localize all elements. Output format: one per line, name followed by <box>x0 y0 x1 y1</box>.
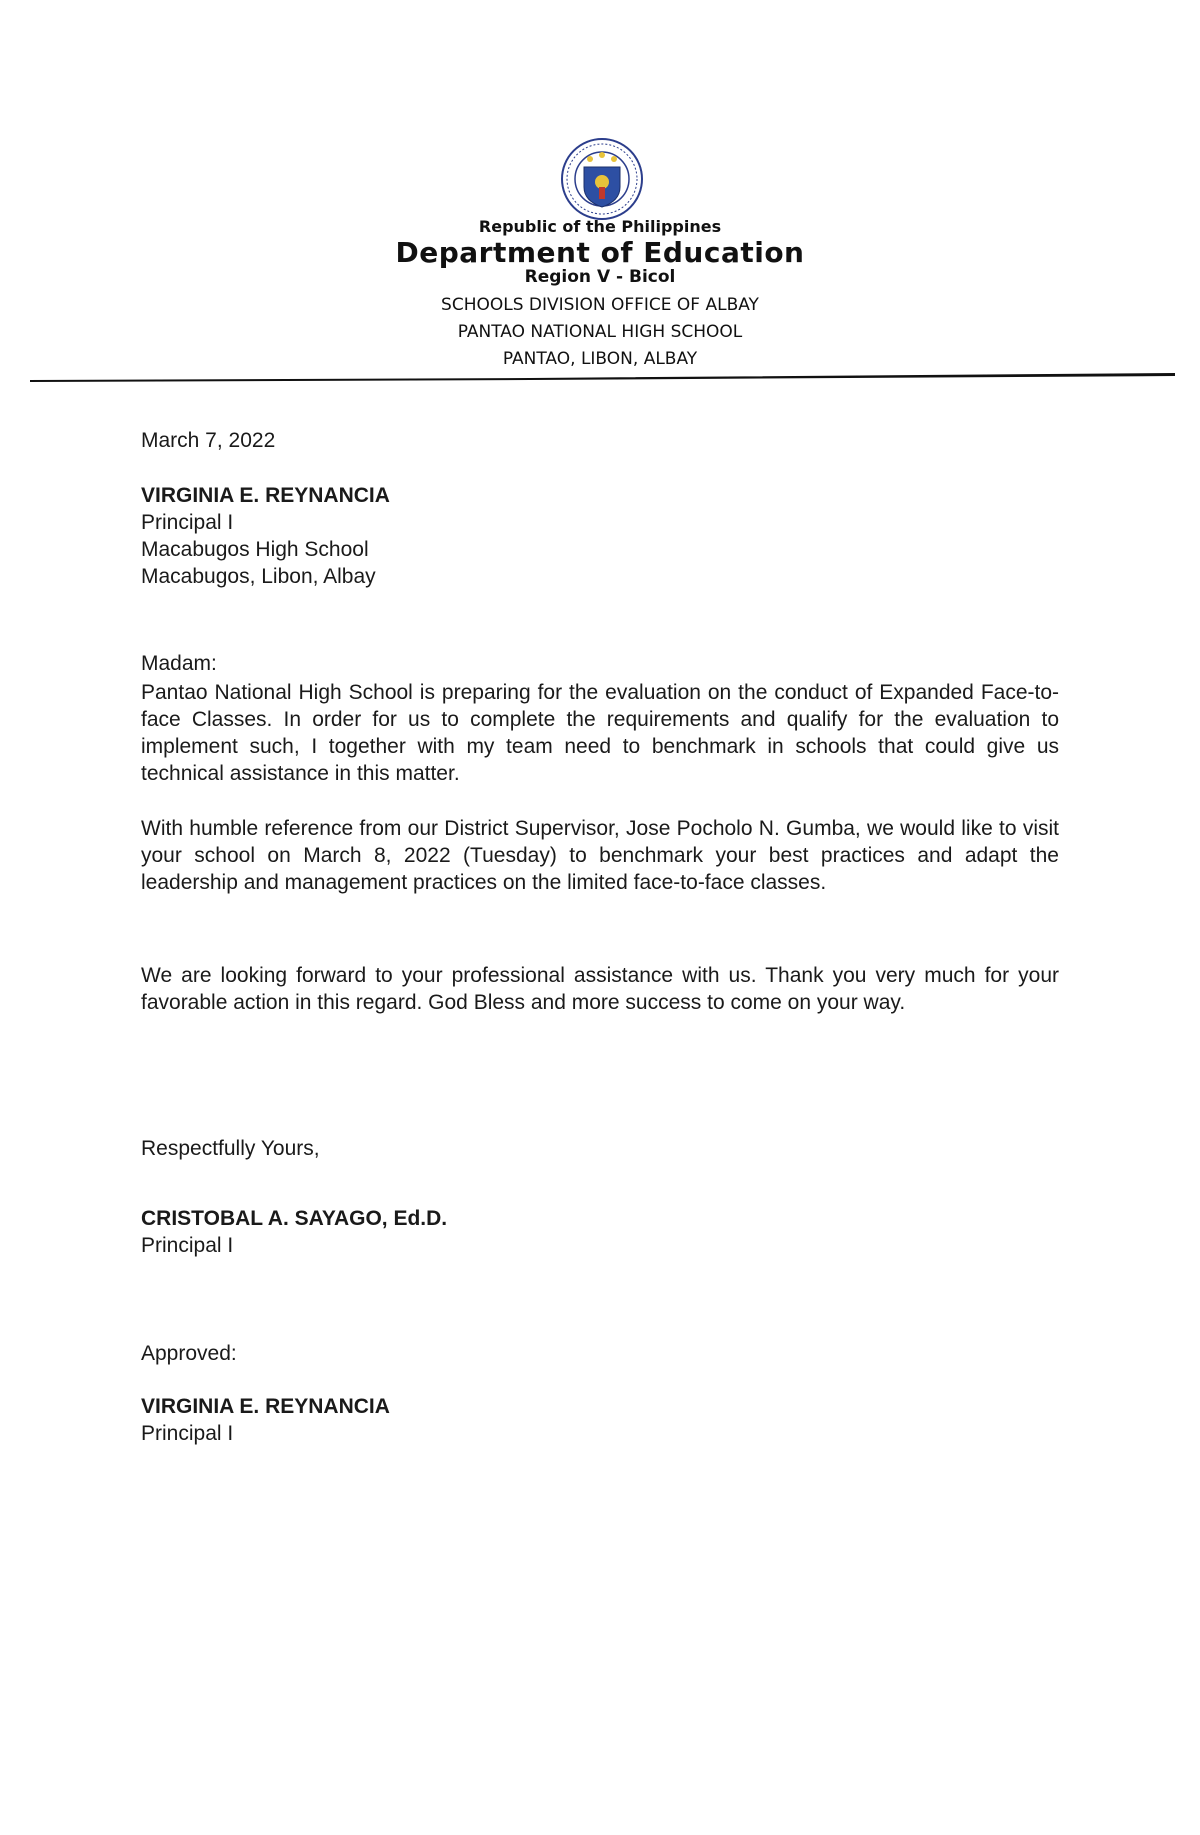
salutation: Madam: <box>141 652 217 675</box>
republic-heading: Republic of the Philippines <box>478 217 722 236</box>
region-heading: Region V - Bicol <box>524 267 676 287</box>
body-paragraph: With humble reference from our District Supervisor, Jose Pocholo N. Gumba, we would like to visit your school on March 8, 2022 (Tuesday) to benchmark your best practices and adapt the leadership and management practices on the limited face-to-face classes. <box>141 817 1059 894</box>
approver-name: VIRGINIA E. REYNANCIA <box>141 1395 390 1418</box>
recipient-name: VIRGINIA E. REYNANCIA <box>141 484 390 507</box>
closing: Respectfully Yours, <box>141 1137 320 1160</box>
sender-name: CRISTOBAL A. SAYAGO, Ed.D. <box>141 1207 448 1230</box>
deped-seal-icon <box>560 137 644 221</box>
recipient-school: Macabugos High School <box>141 538 369 561</box>
school-address-heading: PANTAO, LIBON, ALBAY <box>502 349 698 369</box>
approver-position: Principal I <box>141 1422 234 1445</box>
division-heading: SCHOOLS DIVISION OFFICE OF ALBAY <box>441 295 759 315</box>
sender-position: Principal I <box>141 1234 234 1257</box>
body-paragraph: Pantao National High School is preparing for the evaluation on the conduct of Expanded Face-to-face Classes. In order for us to complete the requirements and qualify for the evaluation to implement such, I together with my team need to benchmark in schools that could give us technical assistance in this matter. <box>141 681 1059 785</box>
recipient-address: Macabugos, Libon, Albay <box>141 565 376 588</box>
department-heading: Department of Education <box>395 236 805 269</box>
body-paragraph: We are looking forward to your professional assistance with us. Thank you very much for your favorable action in this regard. God Bless and more success to come on your way. <box>141 964 1059 1014</box>
school-heading: PANTAO NATIONAL HIGH SCHOOL <box>457 322 743 342</box>
letterhead-divider <box>30 372 1175 382</box>
letter-date: March 7, 2022 <box>141 429 276 452</box>
approved-label: Approved: <box>141 1342 237 1365</box>
recipient-position: Principal I <box>141 511 234 534</box>
